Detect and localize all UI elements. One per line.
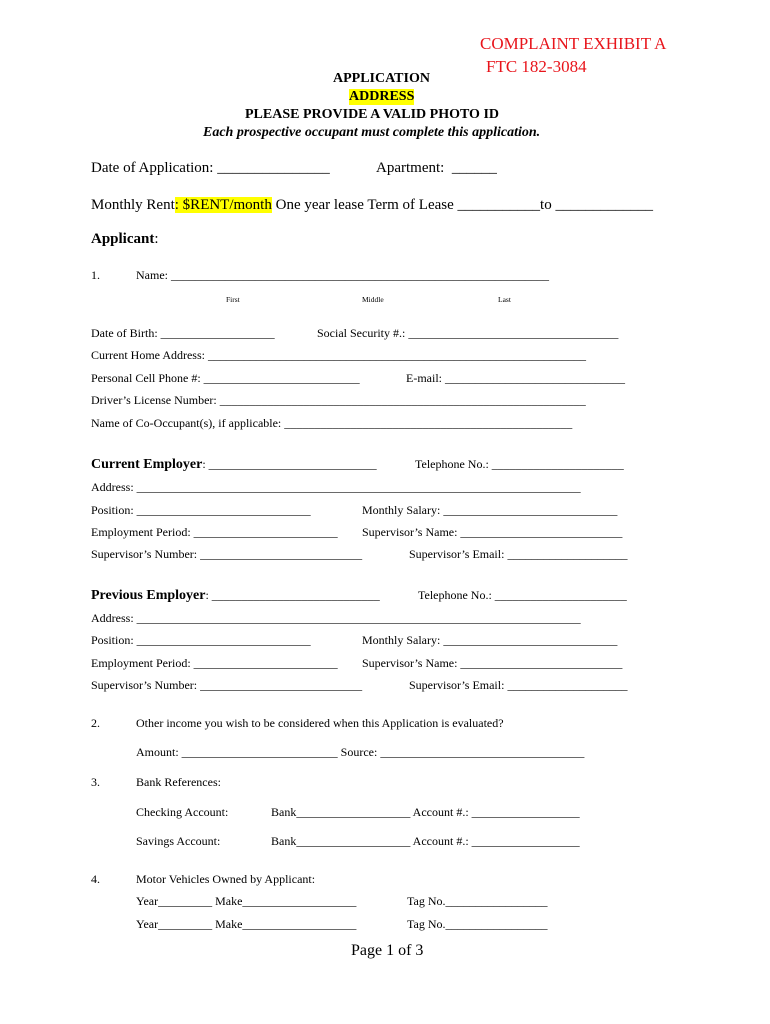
applicant-heading-label: Applicant [91, 231, 155, 247]
previous-employer-label: Previous Employer [91, 588, 206, 603]
previous-employer-address-field[interactable]: Address: __________________________________________________________________________ [91, 611, 581, 625]
previous-supervisor-email-field[interactable]: Supervisor’s Email: ____________________ [409, 678, 628, 692]
date-of-application-field[interactable]: Date of Application: _______________ [91, 160, 330, 176]
section-number-1: 1. [91, 268, 100, 282]
checking-account-label: Checking Account: [136, 805, 229, 819]
previous-employer-blank[interactable]: : ____________________________ [205, 588, 380, 602]
previous-employment-period-field[interactable]: Employment Period: ________________________ [91, 656, 338, 670]
savings-account-label: Savings Account: [136, 834, 221, 848]
photo-id-notice: PLEASE PROVIDE A VALID PHOTO ID [245, 107, 500, 122]
vehicle-1-year-make-field[interactable]: Year_________ Make___________________ [136, 894, 357, 908]
current-supervisor-email-field[interactable]: Supervisor’s Email: ____________________ [409, 547, 628, 561]
vehicle-1-tag-field[interactable]: Tag No._________________ [407, 894, 548, 908]
current-employer-blank[interactable]: : ____________________________ [202, 457, 377, 471]
current-employer-address-field[interactable]: Address: __________________________________________________________________________ [91, 480, 581, 494]
previous-salary-field[interactable]: Monthly Salary: _____________________________ [362, 633, 618, 647]
exhibit-stamp-line1: COMPLAINT EXHIBIT A [480, 34, 667, 53]
section-number-3: 3. [91, 775, 100, 789]
email-field[interactable]: E-mail: ______________________________ [406, 371, 625, 385]
current-employer-phone-field[interactable]: Telephone No.: ______________________ [415, 457, 624, 471]
section-number-2: 2. [91, 716, 100, 730]
previous-position-field[interactable]: Position: _____________________________ [91, 633, 311, 647]
ssn-field[interactable]: Social Security #.: ___________________________________ [317, 326, 619, 340]
previous-supervisor-name-field[interactable]: Supervisor’s Name: ___________________________ [362, 656, 623, 670]
checking-bank-field[interactable]: Bank___________________ Account #.: __________________ [271, 805, 580, 819]
date-of-birth-field[interactable]: Date of Birth: ___________________ [91, 326, 275, 340]
current-salary-field[interactable]: Monthly Salary: _____________________________ [362, 503, 618, 517]
page-number: Page 1 of 3 [351, 942, 424, 959]
section-number-4: 4. [91, 872, 100, 886]
name-field[interactable]: Name: _______________________________________________________________ [136, 268, 549, 282]
vehicle-2-tag-field[interactable]: Tag No._________________ [407, 917, 548, 931]
current-supervisor-number-field[interactable]: Supervisor’s Number: ___________________________ [91, 547, 363, 561]
last-name-caption: Last [498, 295, 511, 304]
cell-phone-field[interactable]: Personal Cell Phone #: __________________________ [91, 371, 360, 385]
vehicles-heading: Motor Vehicles Owned by Applicant: [136, 872, 316, 886]
current-position-field[interactable]: Position: _____________________________ [91, 503, 311, 517]
instruction-text: Each prospective occupant must complete this application. [203, 125, 541, 140]
home-address-field[interactable]: Current Home Address: _______________________________________________________________ [91, 348, 586, 362]
co-occupant-field[interactable]: Name of Co-Occupant(s), if applicable: ________________________________________________ [91, 416, 573, 430]
previous-supervisor-number-field[interactable]: Supervisor’s Number: ___________________________ [91, 678, 363, 692]
previous-employer-phone-field[interactable]: Telephone No.: ______________________ [418, 588, 627, 602]
vehicle-2-year-make-field[interactable]: Year_________ Make___________________ [136, 917, 357, 931]
current-employment-period-field[interactable]: Employment Period: ________________________ [91, 525, 338, 539]
form-title: APPLICATION [333, 71, 430, 86]
applicant-heading [91, 231, 159, 248]
rent-value-highlight: : $RENT/month [174, 197, 272, 213]
monthly-rent-line[interactable] [91, 197, 653, 214]
apartment-field[interactable]: Apartment: ______ [376, 160, 497, 176]
address-heading: ADDRESS [349, 89, 415, 104]
savings-bank-field[interactable]: Bank___________________ Account #.: __________________ [271, 834, 580, 848]
exhibit-stamp-line2: FTC 182-3084 [486, 57, 587, 76]
other-income-question: Other income you wish to be considered when this Application is evaluated? [136, 716, 504, 730]
previous-employer-field[interactable] [91, 586, 380, 604]
income-amount-source-field[interactable]: Amount: __________________________ Source: __________________________________ [136, 745, 585, 759]
applicant-heading-colon: : [154, 231, 159, 247]
current-employer-label: Current Employer [91, 457, 203, 472]
current-supervisor-name-field[interactable]: Supervisor’s Name: ___________________________ [362, 525, 623, 539]
middle-name-caption: Middle [362, 295, 384, 304]
bank-references-heading: Bank References: [136, 775, 221, 789]
lease-term-field[interactable]: One year lease Term of Lease ___________to _____________ [271, 197, 653, 213]
first-name-caption: First [226, 295, 240, 304]
drivers-license-field[interactable]: Driver’s License Number: _____________________________________________________________ [91, 393, 586, 407]
rent-label: Monthly Rent [91, 197, 175, 213]
current-employer-field[interactable] [91, 455, 377, 473]
